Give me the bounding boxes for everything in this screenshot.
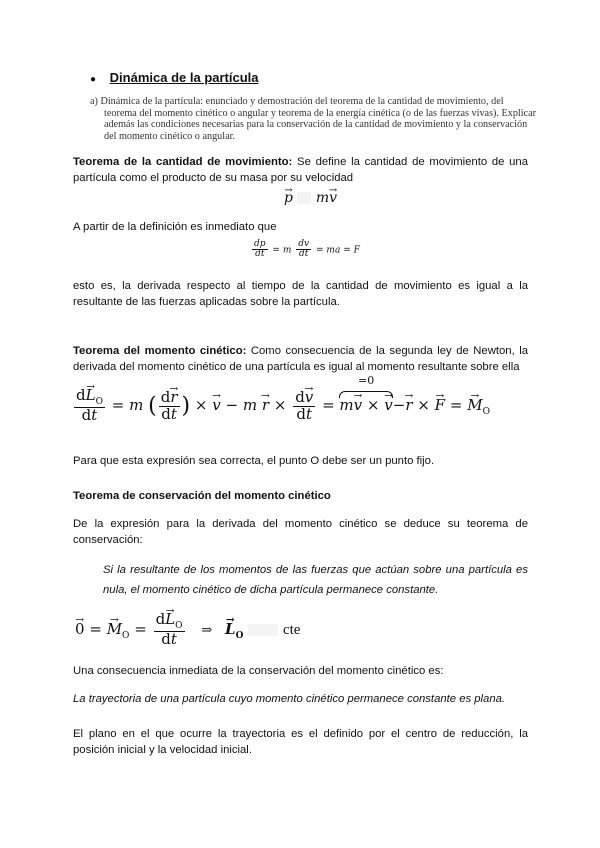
angular-momentum-text: Como consecuencia de la segunda ley de Newton, la derivada del momento cinético de una partícula es igual al momento resultante sobre ella: [73, 345, 528, 373]
frac-dt: dt: [255, 249, 265, 260]
minus-symbol: −: [225, 396, 239, 415]
consequence-text: Una consecuencia inmediata de la conservación del momento cinético es:: [73, 665, 444, 677]
zero-brace: =0 m→ v × → v: [339, 396, 392, 414]
question-line: teorema del momento cinético o angular y teorema de la energía cinética (o de las fuerzas vivas). Explicar: [104, 107, 537, 119]
conservation-equation: → 0 = → $M_O$ = $\frac{d\to L_O}{dt}$ ⇒ → $L_O$ cte: [75, 612, 300, 648]
times-symbol: ×: [194, 396, 208, 415]
consequence-italic: La trayectoria de una partícula cuyo momento cinético permanece constante es plana.: [73, 693, 506, 705]
fixed-point-note: Para que esta expresión sea correcta, el punto O debe ser un punto fijo.: [73, 455, 435, 467]
question-line: del momento cinético o angular.: [104, 130, 235, 142]
sub-O: O: [95, 397, 103, 407]
constant-label: cte: [282, 622, 301, 639]
momentum-theorem-paragraph: [73, 154, 528, 186]
frac-dt: dt: [298, 249, 309, 260]
section-title: Dinámica de la partícula: [109, 70, 259, 85]
angular-momentum-paragraph: [73, 343, 528, 375]
conservation-heading: Teorema de conservación del momento cinético: [73, 490, 331, 502]
angular-momentum-heading: Teorema del momento cinético:: [73, 345, 247, 357]
final-paragraph: El plano en el que ocurre la trayectoria es el definido por el centro de reducción, la posición inicial y la velocidad inicial.: [73, 728, 528, 756]
vector-L: → L: [86, 388, 96, 404]
symbol-ma: ma: [326, 245, 341, 256]
conservation-statement: Si la resultante de los momentos de las fuerzas que actúan sobre una partícula es nula, el momento cinético de dicha partícula permanece constante.: [103, 564, 528, 596]
bullet-icon: ●: [90, 74, 97, 85]
symbol-m: m: [282, 245, 292, 256]
frac-dp: dp: [254, 239, 266, 249]
conservation-text: De la expresión para la derivada del momento cinético se deduce su teorema de conservación:: [73, 518, 528, 546]
vector-L: → L: [225, 620, 236, 638]
symbol-m: m: [315, 190, 330, 206]
exam-question: [90, 96, 537, 142]
momentum-definition-formula: [284, 190, 337, 206]
vector-v: → v: [212, 396, 220, 414]
momentum-theorem-text: Se define la cantidad de movimiento de una partícula como el producto de su masa por su velocidad: [73, 156, 529, 184]
question-line: además las condiciones necesarias para la conservación de la cantidad de movimiento y la conservación: [104, 119, 528, 130]
symbol-F: F: [353, 245, 360, 256]
momentum-theorem-heading: Teorema de la cantidad de movimiento:: [73, 156, 293, 168]
question-line: a) Dinámica de la partícula: enunciado y demostración del teorema de la cantidad de movimiento, del: [90, 96, 504, 107]
momentum-conclusion: esto es, la derivada respecto al tiempo de la cantidad de movimiento es igual a la resultante de las fuerzas aplicadas sobre la partícula.: [73, 280, 528, 308]
vector-v: → v: [329, 190, 337, 206]
momentum-derivative-formula: $\frac{dp}{dt}$ = m $\frac{dv}{dt}$ = ma = F: [254, 239, 360, 260]
brace-label: =0: [357, 374, 375, 388]
momentum-intro-text: A partir de la definición es inmediato que: [73, 221, 277, 233]
angular-momentum-equation: $\frac{d\to L_O}{dt}$ = m ( $\frac{d\to r}{dt}$ ) × → v − m → r × $\frac{d\to v}{dt}$ = =0 m→ v × → v−→ r × → F = → $M_O$: [72, 388, 490, 424]
vector-M: → M: [467, 396, 482, 414]
sub-O: O: [122, 631, 130, 642]
symbol-m: m: [129, 396, 144, 415]
vector-p: → p: [284, 190, 293, 206]
frac-dv: dv: [298, 239, 310, 249]
implies-arrow: ⇒: [201, 623, 213, 639]
vector-F: → F: [435, 396, 445, 414]
vector-M: → M: [107, 620, 122, 638]
section-header: [90, 70, 259, 85]
vector-zero: → 0: [75, 620, 85, 638]
